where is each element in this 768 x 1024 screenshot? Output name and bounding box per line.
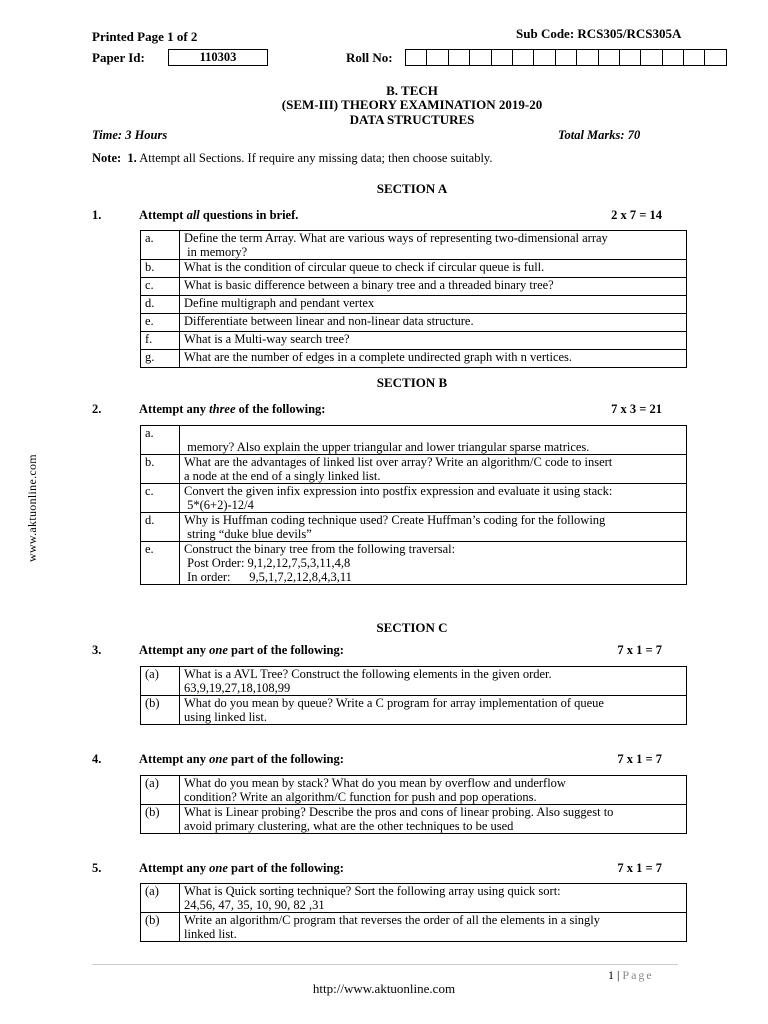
item-label: (a) xyxy=(141,667,180,696)
item-label: d. xyxy=(141,513,180,542)
page-word: Page xyxy=(622,968,654,982)
item-text: What is basic difference between a binary tree and a threaded binary tree? xyxy=(180,278,687,296)
exam-time: Time: 3 Hours xyxy=(92,128,168,142)
item-line: What do you mean by stack? What do you mean by overflow and underflow xyxy=(184,776,566,790)
question-5-table xyxy=(140,883,687,942)
roll-digit-box xyxy=(599,49,620,66)
roll-digit-box xyxy=(705,49,726,66)
item-line: What are the advantages of linked list over array? Write an algorithm/C code to insert xyxy=(184,455,613,469)
roll-digit-box xyxy=(556,49,577,66)
footer-divider xyxy=(92,964,678,965)
item-line: linked list. xyxy=(184,927,237,941)
item-text xyxy=(180,884,687,913)
instruction-emphasis: one xyxy=(209,643,228,657)
question-number: 3. xyxy=(92,643,102,657)
instruction-text: Attempt any xyxy=(139,402,210,416)
table-row xyxy=(141,513,687,542)
total-marks: Total Marks: 70 xyxy=(558,128,641,142)
instruction-text: part of the following: xyxy=(227,861,344,875)
table-row xyxy=(141,332,687,350)
instruction-emphasis: three xyxy=(209,402,236,416)
table-row xyxy=(141,231,687,260)
question-instruction xyxy=(139,861,344,876)
instruction-text: of the following: xyxy=(235,402,326,416)
question-marks: 7 x 3 = 21 xyxy=(611,402,662,416)
question-instruction xyxy=(139,643,344,658)
item-label: c. xyxy=(141,278,180,296)
item-text xyxy=(180,913,687,942)
item-text: Differentiate between linear and non-linear data structure. xyxy=(180,314,687,332)
item-text xyxy=(180,667,687,696)
table-row xyxy=(141,805,687,834)
note-label: Note: xyxy=(92,151,122,165)
question-instruction xyxy=(139,752,344,767)
roll-no-label: Roll No: xyxy=(346,50,393,65)
item-label: c. xyxy=(141,484,180,513)
footer-url[interactable]: http://www.aktuonline.com xyxy=(312,981,456,996)
item-line: Write an algorithm/C program that reverses the order of all the elements in a singly xyxy=(184,913,601,927)
roll-no-boxes xyxy=(405,49,727,66)
sub-code: Sub Code: RCS305/RCS305A xyxy=(516,26,682,41)
paper-id-box: 110303 xyxy=(168,49,268,66)
table-row xyxy=(141,884,687,913)
item-line: string “duke blue devils” xyxy=(187,527,312,541)
subject-title: DATA STRUCTURES xyxy=(349,112,475,127)
table-row xyxy=(141,426,687,455)
note-number: 1. xyxy=(127,151,137,165)
item-line: Convert the given infix expression into postfix expression and evaluate it using stack: xyxy=(184,484,613,498)
item-label: (b) xyxy=(141,805,180,834)
item-line: What is a AVL Tree? Construct the following elements in the given order. xyxy=(184,667,552,681)
question-marks: 7 x 1 = 7 xyxy=(617,752,662,766)
exam-title: (SEM-III) THEORY EXAMINATION 2019-20 xyxy=(281,97,543,112)
table-row xyxy=(141,455,687,484)
instruction-text: Attempt any xyxy=(139,643,210,657)
table-row xyxy=(141,776,687,805)
item-text xyxy=(180,426,687,455)
item-line: in memory? xyxy=(187,245,248,259)
item-text xyxy=(180,776,687,805)
table-row xyxy=(141,278,687,296)
section-a-table xyxy=(140,230,687,368)
table-row xyxy=(141,542,687,585)
item-label: (b) xyxy=(141,696,180,725)
instruction-text: Attempt any xyxy=(139,752,210,766)
question-number: 5. xyxy=(92,861,102,875)
instruction-text: part of the following: xyxy=(227,752,344,766)
item-text: Define multigraph and pendant vertex xyxy=(180,296,687,314)
printed-page: Printed Page 1 of 2 xyxy=(92,29,198,44)
table-row xyxy=(141,260,687,278)
section-b-title: SECTION B xyxy=(376,375,448,390)
roll-digit-box xyxy=(684,49,705,66)
instruction-emphasis: all xyxy=(186,208,200,222)
roll-digit-box xyxy=(470,49,491,66)
item-text: What are the number of edges in a complete undirected graph with n vertices. xyxy=(180,350,687,368)
roll-digit-box xyxy=(492,49,513,66)
item-line: 24,56, 47, 35, 10, 90, 82 ,31 xyxy=(184,898,325,912)
item-label: a. xyxy=(141,231,180,260)
item-text xyxy=(180,542,687,585)
roll-digit-box xyxy=(620,49,641,66)
item-label: e. xyxy=(141,314,180,332)
item-label: (a) xyxy=(141,884,180,913)
page-separator: | xyxy=(614,968,623,982)
item-text xyxy=(180,513,687,542)
item-label: d. xyxy=(141,296,180,314)
item-label: a. xyxy=(141,426,180,455)
item-line: condition? Write an algorithm/C function for push and pop operations. xyxy=(184,790,537,804)
instruction-emphasis: one xyxy=(209,752,228,766)
roll-digit-box xyxy=(534,49,555,66)
question-number: 2. xyxy=(92,402,102,416)
page-number-value: 1 xyxy=(608,968,614,982)
question-instruction xyxy=(139,208,298,223)
item-line: Construct the binary tree from the following traversal: xyxy=(184,542,456,556)
table-row xyxy=(141,913,687,942)
roll-digit-box xyxy=(577,49,598,66)
question-marks: 2 x 7 = 14 xyxy=(611,208,662,222)
instruction-text: Attempt any xyxy=(139,861,210,875)
item-label: (b) xyxy=(141,913,180,942)
item-label: f. xyxy=(141,332,180,350)
question-marks: 7 x 1 = 7 xyxy=(617,861,662,875)
note xyxy=(92,151,493,166)
item-line: memory? Also explain the upper triangular and lower triangular sparse matrices. xyxy=(187,440,590,454)
roll-digit-box xyxy=(513,49,534,66)
item-line: using linked list. xyxy=(184,710,267,724)
roll-digit-box xyxy=(641,49,662,66)
item-line: a node at the end of a singly linked list. xyxy=(184,469,381,483)
section-b-table xyxy=(140,425,687,585)
item-line: In order: 9,5,1,7,2,12,8,4,3,11 xyxy=(187,570,352,584)
table-row xyxy=(141,484,687,513)
item-text xyxy=(180,231,687,260)
item-line: Post Order: 9,1,2,12,7,5,3,11,4,8 xyxy=(187,556,351,570)
note-text: Attempt all Sections. If require any missing data; then choose suitably. xyxy=(139,151,493,165)
item-line: avoid primary clustering, what are the other techniques to be used xyxy=(184,819,514,833)
table-row xyxy=(141,296,687,314)
item-line: What do you mean by queue? Write a C program for array implementation of queue xyxy=(184,696,604,710)
instruction-text: questions in brief. xyxy=(199,208,299,222)
item-line: Why is Huffman coding technique used? Create Huffman’s coding for the following xyxy=(184,513,606,527)
item-text xyxy=(180,696,687,725)
table-row xyxy=(141,314,687,332)
table-row xyxy=(141,350,687,368)
item-text xyxy=(180,455,687,484)
instruction-emphasis: one xyxy=(209,861,228,875)
item-label: b. xyxy=(141,455,180,484)
item-text: What is the condition of circular queue to check if circular queue is full. xyxy=(180,260,687,278)
item-label: g. xyxy=(141,350,180,368)
roll-digit-box xyxy=(663,49,684,66)
instruction-text: Attempt xyxy=(139,208,187,222)
question-number: 4. xyxy=(92,752,102,766)
item-label: e. xyxy=(141,542,180,585)
item-label: (a) xyxy=(141,776,180,805)
watermark-url: www.aktuonline.com xyxy=(25,454,39,562)
question-4-table xyxy=(140,775,687,834)
item-line: 63,9,19,27,18,108,99 xyxy=(184,681,291,695)
item-line: What is Quick sorting technique? Sort the following array using quick sort: xyxy=(184,884,561,898)
table-row xyxy=(141,667,687,696)
item-label: b. xyxy=(141,260,180,278)
item-text: What is a Multi-way search tree? xyxy=(180,332,687,350)
question-number: 1. xyxy=(92,208,102,222)
roll-digit-box xyxy=(427,49,448,66)
item-text xyxy=(180,484,687,513)
item-text xyxy=(180,805,687,834)
item-line: 5*(6+2)-12/4 xyxy=(187,498,254,512)
instruction-text: part of the following: xyxy=(227,643,344,657)
question-3-table xyxy=(140,666,687,725)
roll-digit-box xyxy=(449,49,470,66)
section-c-title: SECTION C xyxy=(376,620,448,635)
question-instruction xyxy=(139,402,325,417)
roll-digit-box xyxy=(405,49,427,66)
section-a-title: SECTION A xyxy=(376,181,448,196)
item-line: Define the term Array. What are various ways of representing two-dimensional array xyxy=(184,231,608,245)
table-row xyxy=(141,696,687,725)
question-marks: 7 x 1 = 7 xyxy=(617,643,662,657)
item-line: What is Linear probing? Describe the pros and cons of linear probing. Also suggest to xyxy=(184,805,614,819)
degree-title: B. TECH xyxy=(386,83,438,98)
paper-id-label: Paper Id: xyxy=(92,50,145,65)
